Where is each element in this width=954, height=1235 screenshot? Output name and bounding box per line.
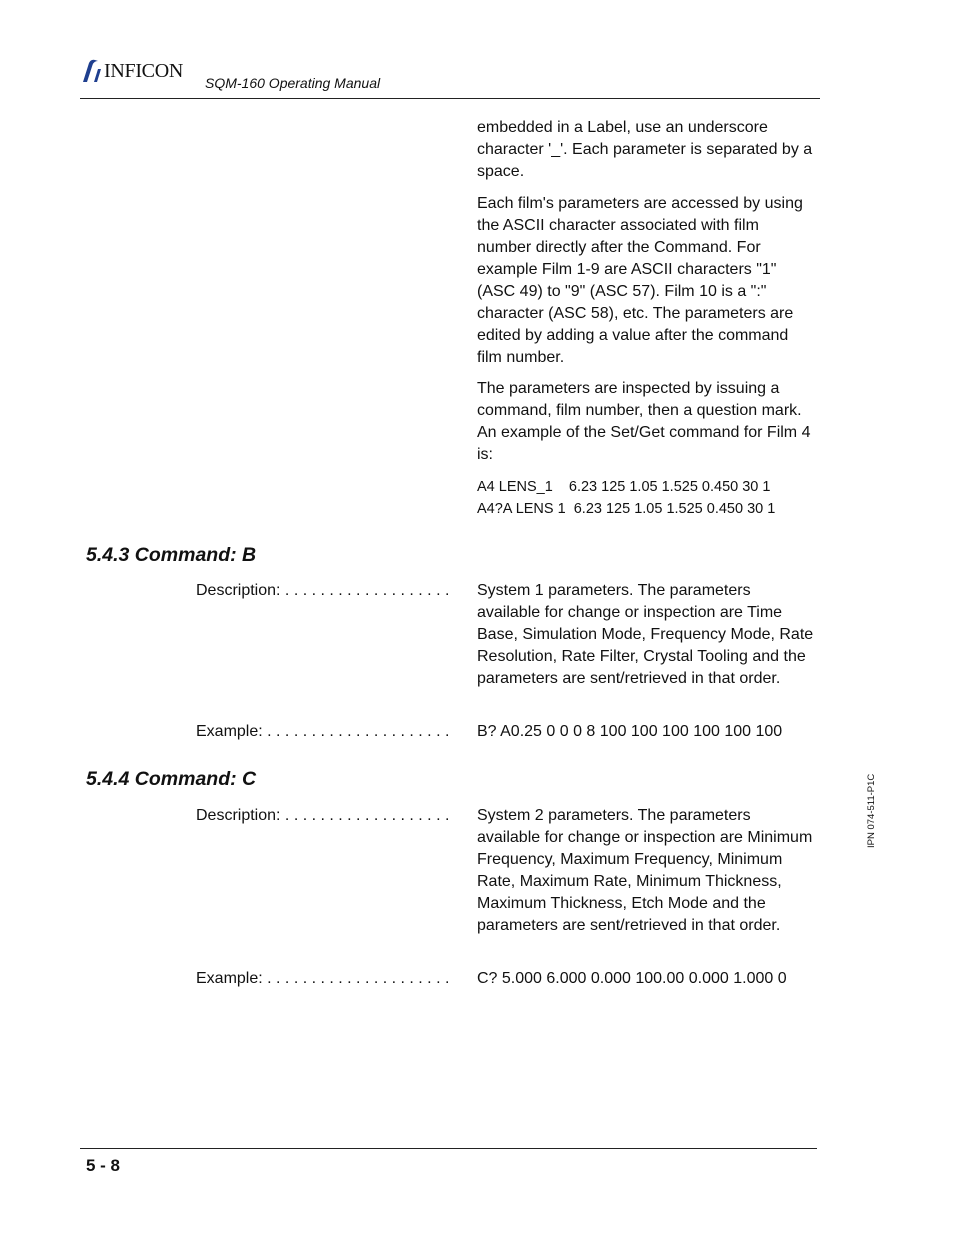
example-text: C? 5.000 6.000 0.000 100.00 0.000 1.000 0 xyxy=(477,970,787,987)
ipn-side-label: IPN 074-511-P1C xyxy=(866,773,877,848)
code-line-2: A4?A LENS 1 6.23 125 1.05 1.525 0.450 30 1 xyxy=(477,501,776,517)
paragraph-text: The parameters are inspected by issuing a command, film number, then a question mark. An example of the Set/Get command for Film 4 is: xyxy=(477,380,811,463)
inficon-logo-icon xyxy=(80,59,102,83)
section-heading-b: 5.4.3 Command: B xyxy=(86,544,257,566)
description-text: System 2 parameters. The parameters available for change or inspection are Minimum Frequency, Maximum Frequency, Minimum Rate, Maximum Rate, Minimum Thickness, Maximum Thickness, Etch Mode and the parameters are sent/retrieved in that order. xyxy=(477,807,813,934)
paragraph-text: Each film's parameters are accessed by using the ASCII character associated with film number directly after the Command. For example Film 1-9 are ASCII characters "1" (ASC 49) to "9" (ASC 57). Film 10 is a ":" character (ASC 58), etc. The parameters are edited by adding a value after the command film number. xyxy=(477,195,803,366)
example-text: B? A0.25 0 0 0 8 100 100 100 100 100 100 xyxy=(477,723,783,740)
manual-title: SQM-160 Operating Manual xyxy=(205,75,381,91)
description-label: Description: . . . . . . . . . . . . . . . . . . . xyxy=(196,582,450,599)
paragraph-2 xyxy=(477,193,817,369)
inficon-logo xyxy=(80,58,183,84)
footer-rule xyxy=(80,1148,817,1149)
page-number: 5 - 8 xyxy=(86,1156,121,1175)
header-rule xyxy=(80,98,820,99)
example-label: Example: . . . . . . . . . . . . . . . . . . . . . xyxy=(196,970,450,987)
section-heading-c: 5.4.4 Command: C xyxy=(86,768,257,790)
paragraph-text: embedded in a Label, use an underscore character '_'. Each parameter is separated by a space. xyxy=(477,119,813,180)
description-text: System 1 parameters. The parameters available for change or inspection are Time Base, Simulation Mode, Frequency Mode, Rate Resolution, Rate Filter, Crystal Tooling and the parameters are sent/retrieved in that order. xyxy=(477,582,814,687)
paragraph-1 xyxy=(477,117,817,183)
example-label: Example: . . . . . . . . . . . . . . . . . . . . . xyxy=(196,723,450,740)
logo-wordmark: INFICON xyxy=(104,60,184,82)
paragraph-3 xyxy=(477,378,817,466)
code-line-1: A4 LENS_1 6.23 125 1.05 1.525 0.450 30 1 xyxy=(477,479,771,495)
description-label: Description: . . . . . . . . . . . . . . . . . . . xyxy=(196,807,450,824)
